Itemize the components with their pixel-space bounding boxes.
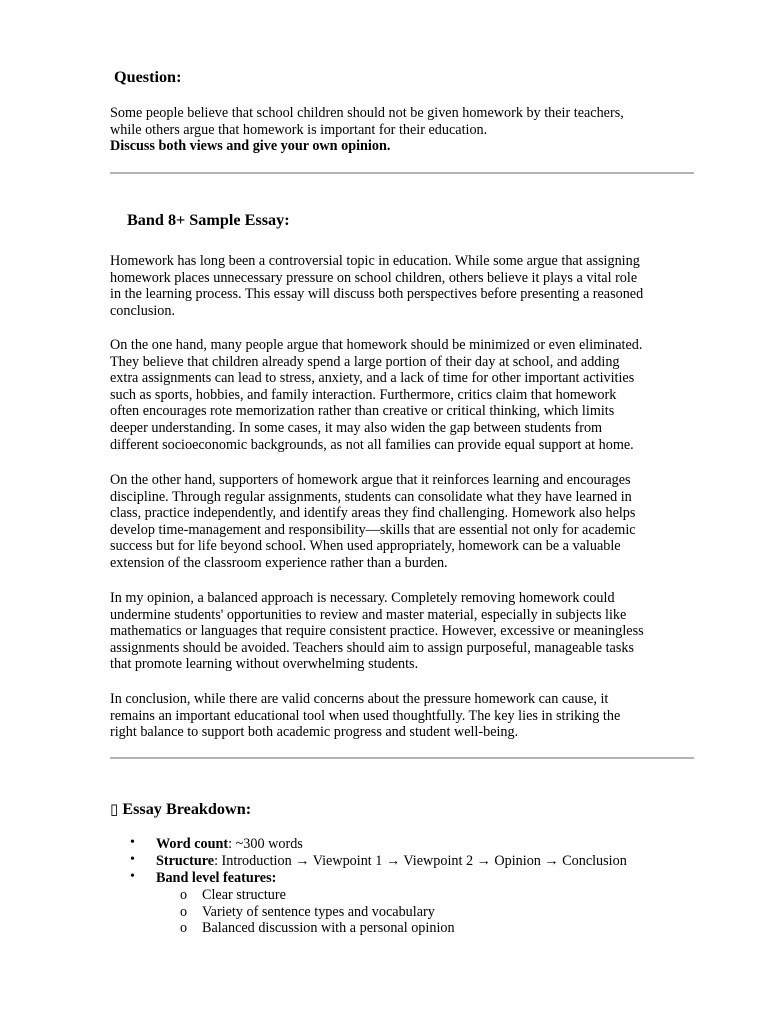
essay-line: In conclusion, while there are valid concerns about the pressure homework can cause, it	[110, 691, 609, 707]
question-line: Some people believe that school children should not be given homework by their teachers,	[110, 105, 624, 121]
essay-line: in the learning process. This essay will discuss both perspectives before presenting a reasoned	[110, 286, 644, 303]
essay-heading: Band 8+ Sample Essay:	[127, 211, 290, 229]
sub-bullet-icon: o	[180, 920, 188, 937]
essay-line: They believe that children already spend a large portion of their day at school, and adding	[110, 353, 620, 370]
bullet-icon: •	[130, 835, 135, 850]
essay-line: conclusion.	[110, 302, 176, 319]
sub-bullet-icon: o	[180, 903, 188, 920]
list-item	[110, 836, 710, 853]
bullet-icon: •	[130, 851, 135, 867]
feature-text: Variety of sentence types and vocabulary	[202, 903, 435, 920]
breakdown-list	[110, 836, 710, 937]
sub-bullet-icon: o	[180, 886, 188, 903]
item-label: Structure	[156, 852, 215, 869]
essay-line: extra assignments can lead to stress, anxiety, and a lack of time for other important activities	[110, 370, 635, 387]
section-divider	[110, 757, 694, 759]
essay-line: success but for life beyond school. When used appropriately, homework can be a valuable	[110, 538, 621, 555]
essay-line: discipline. Through regular assignments, students can consolidate what they have learned in	[110, 488, 632, 505]
essay-line: class, practice independently, and identify areas they find challenging. Homework also helps	[110, 505, 636, 522]
item-label: Word count	[156, 836, 229, 852]
essay-line: mathematics or languages that require consistent practice. However, excessive or meaningless	[110, 623, 644, 640]
sub-list-item	[110, 920, 710, 937]
breakdown-heading-text: Essay Breakdown:	[122, 800, 252, 818]
question-instruction: Discuss both views and give your own opinion.	[110, 138, 391, 155]
item-value: : ~300 words	[228, 836, 303, 852]
list-item	[110, 853, 710, 870]
essay-line: develop time-management and responsibility—skills that are essential not only for academic	[110, 521, 636, 538]
essay-paragraph-conclusion	[110, 691, 700, 741]
essay-line: extension of the classroom experience rather than a burden.	[110, 554, 448, 571]
feature-text: Clear structure	[202, 886, 286, 903]
essay-line: that promote learning without overwhelming students.	[110, 656, 419, 673]
essay-line: In my opinion, a balanced approach is necessary. Completely removing homework could	[110, 590, 615, 606]
item-value: :	[271, 869, 277, 886]
list-item	[110, 870, 710, 887]
essay-line: homework places unnecessary pressure on school children, others believe it plays a vital role	[110, 269, 638, 286]
essay-line: such as sports, hobbies, and family interaction. Furthermore, critics claim that homework	[110, 386, 617, 403]
essay-line: undermine students' opportunities to review and master material, especially in subjects like	[110, 606, 627, 623]
sub-list-item	[110, 887, 710, 904]
essay-line: right balance to support both academic progress and student well-being.	[110, 724, 519, 741]
essay-paragraph-view-one	[110, 337, 700, 453]
question-line: while others argue that homework is important for their education.	[110, 121, 488, 138]
bullet-icon: •	[130, 868, 135, 884]
essay-line: On the other hand, supporters of homework argue that it reinforces learning and encourages	[110, 472, 631, 488]
breakdown-heading	[110, 800, 251, 819]
essay-line: Homework has long been a controversial topic in education. While some argue that assigning	[110, 253, 640, 269]
essay-paragraph-intro	[110, 253, 700, 319]
feature-text: Balanced discussion with a personal opinion	[202, 920, 455, 937]
essay-line: different socioeconomic backgrounds, as not all families can provide equal support at home.	[110, 436, 634, 453]
essay-paragraph-view-two	[110, 472, 700, 572]
item-label: Band level features	[156, 869, 272, 886]
question-heading: Question:	[114, 68, 182, 86]
essay-line: often encourages rote memorization rather than creative or critical thinking, which limits	[110, 403, 615, 420]
question-text	[110, 105, 700, 155]
essay-line: On the one hand, many people argue that homework should be minimized or even eliminated.	[110, 337, 643, 353]
sub-list-item	[110, 904, 710, 921]
section-divider	[110, 172, 694, 174]
essay-line: assignments should be avoided. Teachers should aim to assign purposeful, manageable tasks	[110, 639, 634, 656]
essay-line: remains an important educational tool when used thoughtfully. The key lies in striking the	[110, 707, 621, 724]
essay-line: deeper understanding. In some cases, it may also widen the gap between students from	[110, 419, 603, 436]
essay-paragraph-opinion	[110, 590, 700, 673]
item-value: : Introduction → Viewpoint 1 → Viewpoint 2 → Opinion → Conclusion	[214, 852, 627, 869]
missing-glyph-icon: ▯	[110, 800, 119, 818]
